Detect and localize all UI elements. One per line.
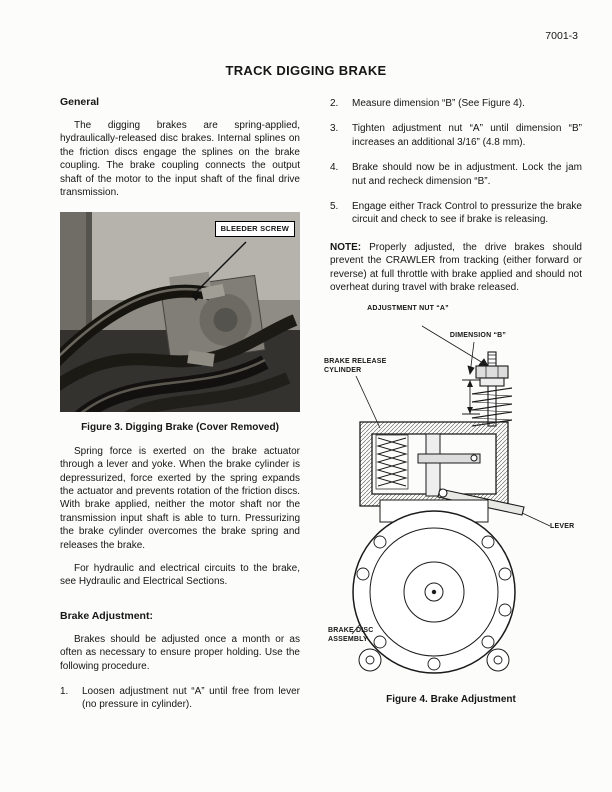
step-number: 2. (330, 98, 339, 109)
step-text: Engage either Track Control to pressurize the brake circuit and check to see if brake is releasing. (352, 200, 582, 226)
step-number: 4. (330, 162, 339, 174)
step-text: Loosen adjustment nut “A” until free from lever (no pressure in cylinder). (82, 685, 300, 711)
label-lever: LEVER (550, 523, 575, 531)
figure3-photo-image (60, 212, 300, 412)
step-number: 3. (330, 123, 339, 135)
step-text: Brake should now be in adjustment. Lock the jam nut and recheck dimension “B”. (352, 162, 582, 187)
page-number: 7001-3 (545, 30, 578, 42)
section-heading-brake-adjustment: Brake Adjustment: (60, 609, 153, 622)
note-text: Properly adjusted, the drive brakes should prevent the CRAWLER from tracking (either forward or reverse) at full throttle with brake applied and should not overheat during travel with brake released. (330, 241, 582, 293)
note-label: NOTE: (330, 241, 362, 253)
bleeder-screw-label: BLEEDER SCREW (215, 221, 295, 237)
step-text: Tighten adjustment nut “A” until dimension “B” increases an additional 3/16” (4.8 mm). (352, 123, 582, 148)
procedure-step-5 (330, 200, 582, 227)
label-brake-disc-assembly: BRAKE DISC ASSEMBLY (328, 627, 374, 644)
figure4-caption: Figure 4. Brake Adjustment (386, 693, 516, 705)
note-paragraph (330, 241, 582, 295)
paragraph-intro: The digging brakes are spring-applied, hydraulically-released disc brakes. Internal splines on the friction discs engage the splines on the brake coupling. The brake coupling connects the output shaft of the motor to the input shaft of the final drive transmission. (60, 120, 300, 199)
right-column (324, 95, 582, 708)
procedure-step-2 (330, 97, 582, 110)
left-column (60, 95, 300, 712)
label-dimension-b: DIMENSION “B” (449, 332, 507, 340)
step-number: 1. (60, 685, 69, 697)
figure4-drawing (322, 304, 580, 708)
step-number: 5. (330, 200, 339, 212)
figure3-caption: Figure 3. Digging Brake (Cover Removed) (81, 422, 279, 434)
paragraph-spring-force: Spring force is exerted on the brake actuator through a lever and yoke. When the brake cylinder is depressurized, force exerted by the spring expands the actuator and prevents rotation of the friction discs. With brake applied, neither the motor shaft nor the transmission input shaft is able to turn. Pressurizing the brake cylinder overcomes the brake spring and releases the brake. (60, 445, 300, 551)
step-text: Measure dimension “B” (See Figure 4). (352, 98, 525, 109)
figure3-photo (60, 212, 300, 412)
paragraph-adjustment-intro: Brakes should be adjusted once a month or as often as necessary to ensure proper holding. Use the following procedure. (60, 633, 300, 672)
paragraph-circuits: For hydraulic and electrical circuits to the brake, see Hydraulic and Electrical Sections. (60, 562, 300, 588)
label-brake-release-cylinder: BRAKE RELEASE CYLINDER (324, 358, 387, 375)
procedure-step-3 (330, 122, 582, 149)
label-adjustment-nut: ADJUSTMENT NUT “A” (367, 305, 449, 313)
section-heading-general: General (60, 96, 100, 108)
procedure-step-1 (60, 685, 300, 712)
page-title: TRACK DIGGING BRAKE (225, 63, 387, 78)
procedure-step-4 (330, 161, 582, 188)
